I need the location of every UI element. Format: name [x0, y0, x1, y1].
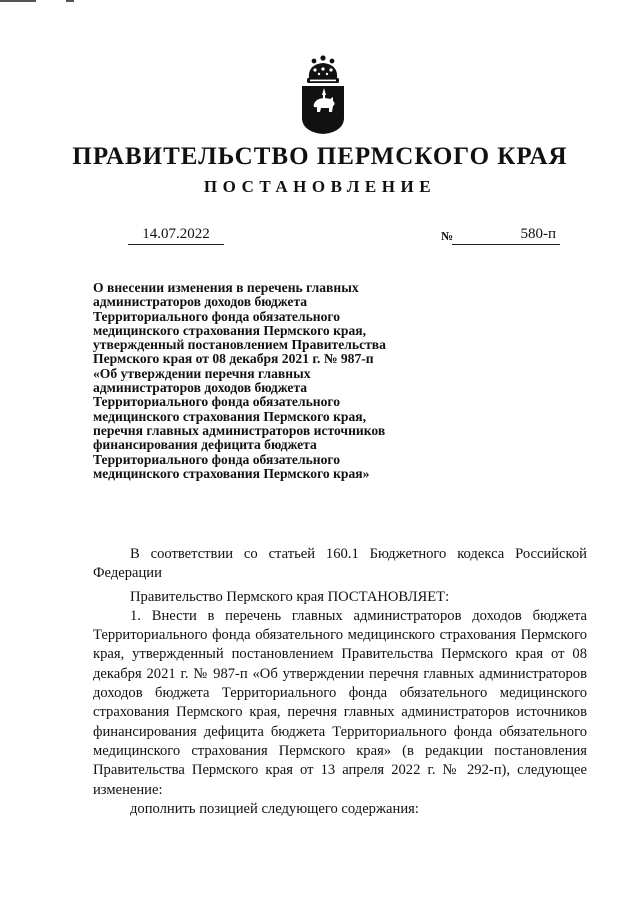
- body-paragraph-resolves: Правительство Пермского края ПОСТАНОВЛЯЕТ:: [130, 588, 450, 605]
- heading-line: Пермского края от 08 декабря 2021 г. № 987-п: [93, 351, 374, 367]
- heading-line: утвержденный постановлением Правительства: [93, 337, 386, 353]
- heading-line: медицинского страхования Пермского края,: [93, 322, 367, 338]
- heading-line: Территориального фонда обязательного: [93, 308, 341, 324]
- document-body: [93, 545, 587, 819]
- perm-krai-coat-of-arms-icon: [300, 55, 346, 135]
- heading-line: администраторов доходов бюджета: [93, 294, 308, 310]
- heading-line: медицинского страхования Пермского края,: [93, 408, 367, 424]
- scan-edge-mark: [66, 0, 74, 2]
- document-date: 14.07.2022: [128, 224, 224, 245]
- document-number: 580-п: [452, 224, 560, 245]
- body-paragraph-item-1: 1. Внести в перечень главных администраторов доходов бюджета Территориального фонда обязательного медицинского страхования Пермского края, утвержденный постановлением Правительства Пермского края от 08 декабря 2021 г. № 987-п «Об утверждении перечня главных администраторов доходов бюджета Территориального фонда обязательного медицинского страхования Пермского края, перечня главных администраторов источников финансирования дефицита бюджета Территориального фонда обязательного медицинского страхования Пермского края» (в редакции постановления Правительства Пермского края от 13 апреля 2022 г. № 292-п), следующее изменение:: [93, 607, 587, 798]
- heading-line: финансирования дефицита бюджета: [93, 437, 317, 453]
- government-title: ПРАВИТЕЛЬСТВО ПЕРМСКОГО КРАЯ: [72, 143, 568, 170]
- heading-line: перечня главных администраторов источников: [93, 422, 386, 438]
- scan-edge-mark: [0, 0, 36, 2]
- heading-line: Территориального фонда обязательного: [93, 394, 341, 410]
- number-sign: №: [441, 229, 454, 243]
- document-type: ПОСТАНОВЛЕНИЕ: [203, 177, 437, 196]
- body-paragraph-addition: дополнить позицией следующего содержания:: [130, 800, 419, 817]
- document-heading: [93, 281, 443, 481]
- heading-line: «Об утверждении перечня главных: [93, 365, 311, 381]
- heading-line: медицинского страхования Пермского края»: [93, 465, 370, 481]
- body-paragraph-legal-basis: В соответствии со статьей 160.1 Бюджетного кодекса Российской Федерации: [93, 546, 587, 582]
- heading-line: Территориального фонда обязательного: [93, 451, 341, 467]
- heading-line: администраторов доходов бюджета: [93, 380, 308, 396]
- heading-line: О внесении изменения в перечень главных: [93, 280, 359, 295]
